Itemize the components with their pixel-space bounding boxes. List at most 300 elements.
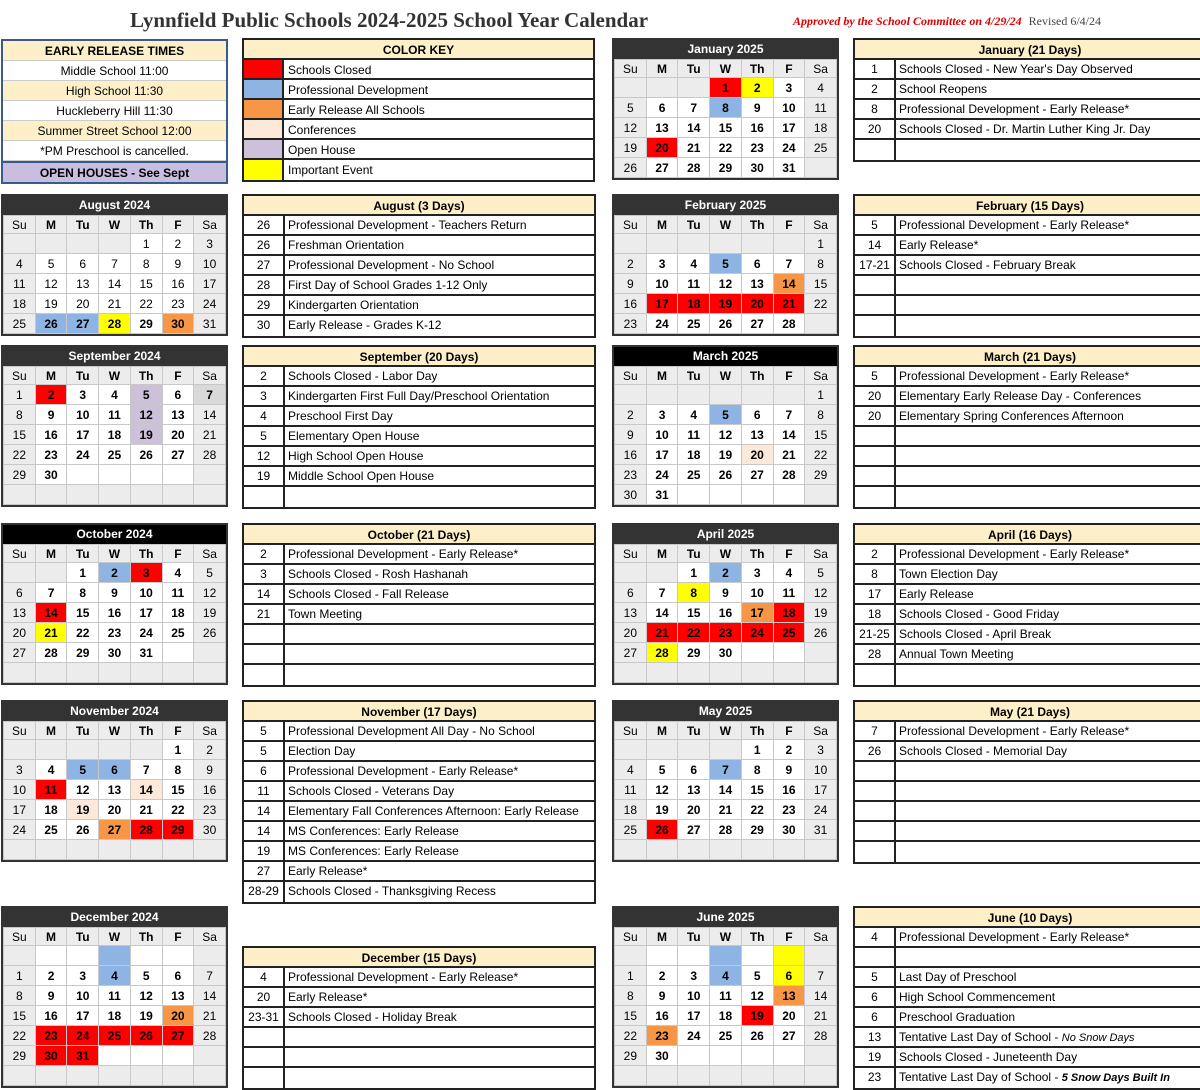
event-date <box>855 447 896 465</box>
event-date: 2 <box>244 367 285 385</box>
event-date <box>855 467 896 485</box>
day-cell: 2 <box>99 563 131 583</box>
day-cell: 10 <box>130 583 162 603</box>
day-cell: 28 <box>773 314 805 334</box>
day-cell: 19 <box>615 138 647 158</box>
events-aug <box>242 194 596 338</box>
day-cell: 18 <box>615 800 647 820</box>
weekday-label: Sa <box>194 722 226 740</box>
event-description: Early Release <box>899 587 974 601</box>
event-description <box>285 487 288 507</box>
event-row <box>855 296 1200 316</box>
weekday-label: Su <box>4 928 36 946</box>
day-cell: 29 <box>741 820 773 840</box>
event-description: High School Commencement <box>899 990 1056 1004</box>
empty-day-cell <box>741 643 773 663</box>
event-date: 29 <box>244 296 285 314</box>
weekday-label: Su <box>4 367 36 385</box>
empty-day-cell <box>194 1066 226 1086</box>
weekday-label: Tu <box>67 722 99 740</box>
event-description <box>896 296 899 314</box>
day-cell: 2 <box>615 254 647 274</box>
weekday-label: F <box>162 545 194 563</box>
event-date: 19 <box>244 467 285 485</box>
day-cell: 15 <box>4 1006 36 1026</box>
day-cell: 25 <box>35 820 67 840</box>
empty-day-cell <box>615 1066 647 1086</box>
day-cell: 5 <box>646 760 678 780</box>
event-description: Elementary Early Release Day - Conferences <box>899 389 1142 403</box>
event-description <box>285 1048 288 1066</box>
empty-day-cell <box>741 234 773 254</box>
weekday-label: Tu <box>67 928 99 946</box>
empty-day-cell <box>615 663 647 683</box>
event-date <box>244 487 285 507</box>
empty-day-cell <box>773 840 805 860</box>
event-row <box>855 968 1200 988</box>
event-date <box>855 140 896 160</box>
day-cell: 28 <box>646 643 678 663</box>
empty-day-cell <box>646 78 678 98</box>
day-cell: 15 <box>130 274 162 294</box>
event-date: 3 <box>244 387 285 405</box>
event-description: Schools Closed - Juneteenth Day <box>899 1050 1078 1064</box>
day-cell: 4 <box>678 254 710 274</box>
day-cell: 21 <box>130 800 162 820</box>
empty-day-cell <box>130 1066 162 1086</box>
event-date: 8 <box>855 565 896 583</box>
day-cell: 11 <box>99 986 131 1006</box>
day-cell: 8 <box>805 254 837 274</box>
event-description <box>896 842 899 862</box>
empty-day-cell <box>646 385 678 405</box>
day-cell: 18 <box>678 445 710 465</box>
event-date: 23-31 <box>244 1008 285 1026</box>
event-description: Professional Development - Early Release* <box>288 764 519 778</box>
day-cell: 8 <box>710 98 742 118</box>
empty-day-cell <box>99 740 131 760</box>
event-date: 20 <box>855 407 896 425</box>
day-cell: 16 <box>99 603 131 623</box>
event-row <box>855 256 1200 276</box>
day-cell: 12 <box>130 405 162 425</box>
day-cell: 21 <box>99 294 131 314</box>
event-row <box>244 822 594 842</box>
day-cell: 9 <box>194 760 226 780</box>
day-cell: 8 <box>615 986 647 1006</box>
day-cell: 31 <box>805 820 837 840</box>
day-cell: 10 <box>678 986 710 1006</box>
event-description: Schools Closed - Dr. Martin Luther King Jr. Day <box>899 122 1151 136</box>
day-cell: 1 <box>130 234 162 254</box>
day-cell: 28 <box>678 158 710 178</box>
day-cell: 15 <box>615 1006 647 1026</box>
weekday-label: Sa <box>805 545 837 563</box>
events-jun <box>853 906 1200 1090</box>
event-date: 7 <box>855 722 896 740</box>
event-description: Elementary Open House <box>288 429 420 443</box>
event-row <box>855 585 1200 605</box>
event-description: Schools Closed - Good Friday <box>899 607 1060 621</box>
day-cell: 26 <box>35 314 67 334</box>
event-date: 14 <box>244 802 285 820</box>
weekday-label: F <box>773 216 805 234</box>
day-cell: 22 <box>741 800 773 820</box>
events-title: February (15 Days) <box>855 196 1200 216</box>
day-cell: 22 <box>4 445 36 465</box>
day-cell: 15 <box>741 780 773 800</box>
event-row <box>244 236 594 256</box>
empty-day-cell <box>162 946 194 966</box>
day-cell: 8 <box>162 760 194 780</box>
empty-day-cell <box>678 485 710 505</box>
day-cell: 17 <box>646 445 678 465</box>
weekday-label: Sa <box>194 367 226 385</box>
empty-day-cell <box>194 840 226 860</box>
day-cell: 5 <box>130 966 162 986</box>
day-cell: 27 <box>67 314 99 334</box>
empty-day-cell <box>615 840 647 860</box>
weekday-label: Sa <box>805 722 837 740</box>
event-note: 5 Snow Days Built In <box>1061 1072 1170 1084</box>
weekday-label: Th <box>741 367 773 385</box>
event-date <box>855 762 896 780</box>
day-cell: 30 <box>710 643 742 663</box>
events-jan <box>853 38 1200 162</box>
day-cell: 15 <box>4 425 36 445</box>
event-row <box>855 645 1200 665</box>
day-cell: 11 <box>805 98 837 118</box>
weekday-label: W <box>99 216 131 234</box>
day-cell: 13 <box>615 603 647 623</box>
empty-day-cell <box>646 946 678 966</box>
weekday-label: W <box>710 928 742 946</box>
event-row <box>855 316 1200 336</box>
day-cell: 1 <box>805 234 837 254</box>
events-title: December (15 Days) <box>244 948 594 968</box>
day-cell: 14 <box>710 780 742 800</box>
day-cell: 25 <box>615 820 647 840</box>
event-description: Professional Development - Early Release* <box>899 930 1130 944</box>
event-description <box>285 645 288 663</box>
weekday-label: F <box>162 722 194 740</box>
day-cell: 3 <box>67 966 99 986</box>
day-cell: 27 <box>615 643 647 663</box>
event-description <box>285 1068 288 1088</box>
day-cell: 23 <box>35 445 67 465</box>
empty-day-cell <box>67 840 99 860</box>
day-cell: 2 <box>35 966 67 986</box>
event-description <box>896 487 899 507</box>
weekday-label: Su <box>615 367 647 385</box>
empty-day-cell <box>678 1046 710 1066</box>
event-description: MS Conferences: Early Release <box>288 824 459 838</box>
event-date <box>855 296 896 314</box>
events-apr <box>853 523 1200 687</box>
events-title: April (16 Days) <box>855 525 1200 545</box>
day-cell: 24 <box>773 138 805 158</box>
day-cell: 7 <box>99 254 131 274</box>
event-description <box>896 427 899 445</box>
event-date: 12 <box>244 447 285 465</box>
weekday-label: M <box>646 545 678 563</box>
event-date: 19 <box>244 842 285 860</box>
day-cell: 7 <box>805 966 837 986</box>
day-cell: 19 <box>741 1006 773 1026</box>
event-row <box>855 742 1200 762</box>
day-cell: 16 <box>646 1006 678 1026</box>
day-cell: 3 <box>646 254 678 274</box>
event-row <box>855 948 1200 968</box>
day-cell: 18 <box>99 425 131 445</box>
event-row <box>855 782 1200 802</box>
empty-day-cell <box>4 946 36 966</box>
weekday-label: W <box>99 367 131 385</box>
events-title: June (10 Days) <box>855 908 1200 928</box>
event-description: Annual Town Meeting <box>899 647 1014 661</box>
day-cell: 11 <box>615 780 647 800</box>
events-sep <box>242 345 596 509</box>
day-cell: 14 <box>194 405 226 425</box>
weekday-label: Th <box>130 722 162 740</box>
day-cell: 20 <box>162 1006 194 1026</box>
weekday-label: W <box>710 216 742 234</box>
empty-day-cell <box>805 1046 837 1066</box>
event-row <box>244 968 594 988</box>
event-date: 20 <box>244 988 285 1006</box>
event-date: 14 <box>244 822 285 840</box>
event-date: 4 <box>855 928 896 946</box>
event-row <box>244 665 594 685</box>
event-row <box>855 1028 1200 1048</box>
day-cell: 7 <box>773 405 805 425</box>
day-cell: 16 <box>162 274 194 294</box>
day-cell: 5 <box>805 563 837 583</box>
day-cell: 30 <box>35 1046 67 1066</box>
day-cell: 2 <box>615 405 647 425</box>
day-cell: 13 <box>773 986 805 1006</box>
empty-day-cell <box>162 1066 194 1086</box>
day-cell: 20 <box>678 800 710 820</box>
day-cell: 14 <box>678 118 710 138</box>
day-cell: 5 <box>710 405 742 425</box>
events-dec <box>242 946 596 1090</box>
day-cell: 28 <box>194 445 226 465</box>
empty-day-cell <box>130 663 162 683</box>
event-description <box>896 665 899 685</box>
empty-day-cell <box>646 740 678 760</box>
weekday-label: F <box>162 367 194 385</box>
event-date <box>855 427 896 445</box>
day-cell: 29 <box>4 1046 36 1066</box>
day-cell: 13 <box>67 274 99 294</box>
event-row <box>855 842 1200 862</box>
empty-day-cell <box>162 840 194 860</box>
day-cell: 22 <box>67 623 99 643</box>
events-title: May (21 Days) <box>855 702 1200 722</box>
event-row <box>244 742 594 762</box>
day-cell: 20 <box>773 1006 805 1026</box>
day-cell: 4 <box>35 760 67 780</box>
day-cell: 19 <box>710 294 742 314</box>
empty-day-cell <box>99 1066 131 1086</box>
calendar-apr <box>612 523 839 685</box>
day-cell: 20 <box>615 623 647 643</box>
event-row <box>244 447 594 467</box>
empty-day-cell <box>35 946 67 966</box>
day-cell: 30 <box>646 1046 678 1066</box>
event-row <box>244 988 594 1008</box>
day-cell: 17 <box>194 274 226 294</box>
day-cell: 14 <box>194 986 226 1006</box>
empty-day-cell <box>678 385 710 405</box>
events-may <box>853 700 1200 864</box>
day-cell: 10 <box>194 254 226 274</box>
weekday-label: M <box>646 928 678 946</box>
day-cell: 12 <box>67 780 99 800</box>
day-cell: 25 <box>805 138 837 158</box>
day-cell: 26 <box>710 314 742 334</box>
empty-day-cell <box>710 1066 742 1086</box>
day-cell: 20 <box>646 138 678 158</box>
day-cell: 31 <box>646 485 678 505</box>
day-cell: 22 <box>615 1026 647 1046</box>
event-description <box>896 762 899 780</box>
event-date: 28-29 <box>244 882 285 902</box>
day-cell: 7 <box>35 583 67 603</box>
day-cell: 5 <box>194 563 226 583</box>
day-cell: 17 <box>130 603 162 623</box>
empty-day-cell <box>678 1066 710 1086</box>
empty-day-cell <box>99 485 131 505</box>
empty-day-cell <box>710 234 742 254</box>
day-cell: 17 <box>773 118 805 138</box>
day-cell: 5 <box>130 385 162 405</box>
day-cell: 16 <box>35 1006 67 1026</box>
event-date: 21 <box>244 605 285 623</box>
event-date: 6 <box>855 1008 896 1026</box>
day-cell: 27 <box>741 465 773 485</box>
empty-day-cell <box>67 740 99 760</box>
empty-day-cell <box>130 485 162 505</box>
event-row <box>244 645 594 665</box>
day-cell: 13 <box>678 780 710 800</box>
day-cell: 25 <box>99 445 131 465</box>
empty-day-cell <box>741 1066 773 1086</box>
event-row <box>244 387 594 407</box>
day-cell: 29 <box>67 643 99 663</box>
events-title: October (21 Days) <box>244 525 594 545</box>
event-date: 6 <box>244 762 285 780</box>
empty-day-cell <box>741 946 773 966</box>
event-row <box>244 276 594 296</box>
weekday-label: Su <box>4 216 36 234</box>
event-description: Election Day <box>288 744 356 758</box>
day-cell: 18 <box>678 294 710 314</box>
day-cell: 16 <box>710 603 742 623</box>
event-date: 19 <box>855 1048 896 1066</box>
event-date: 26 <box>244 236 285 254</box>
day-cell: 22 <box>678 623 710 643</box>
color-key <box>242 38 595 182</box>
event-row <box>855 1048 1200 1068</box>
approved-text: Approved by the School Committee on 4/29/24 <box>793 14 1022 28</box>
empty-day-cell <box>773 385 805 405</box>
event-date: 4 <box>244 407 285 425</box>
event-date <box>855 802 896 820</box>
day-cell: 27 <box>773 1026 805 1046</box>
event-description: First Day of School Grades 1-12 Only <box>288 278 488 292</box>
day-cell: 15 <box>162 780 194 800</box>
event-row <box>244 1048 594 1068</box>
day-cell: 14 <box>805 986 837 1006</box>
day-cell: 9 <box>773 760 805 780</box>
weekday-label: M <box>35 722 67 740</box>
day-cell: 30 <box>773 820 805 840</box>
weekday-label: Tu <box>678 722 710 740</box>
month-title: October 2024 <box>3 525 226 544</box>
day-cell: 19 <box>710 445 742 465</box>
empty-day-cell <box>615 563 647 583</box>
day-cell: 19 <box>805 603 837 623</box>
event-description <box>896 447 899 465</box>
weekday-label: W <box>99 545 131 563</box>
day-cell: 27 <box>646 158 678 178</box>
weekday-label: F <box>773 722 805 740</box>
weekday-label: M <box>35 367 67 385</box>
day-cell: 26 <box>615 158 647 178</box>
empty-day-cell <box>99 234 131 254</box>
empty-day-cell <box>35 840 67 860</box>
event-row <box>244 762 594 782</box>
day-cell: 15 <box>805 274 837 294</box>
event-row <box>244 487 594 507</box>
day-cell: 15 <box>67 603 99 623</box>
weekday-label: Sa <box>194 216 226 234</box>
day-cell: 1 <box>805 385 837 405</box>
day-cell: 24 <box>741 623 773 643</box>
day-cell: 13 <box>646 118 678 138</box>
day-cell: 17 <box>805 780 837 800</box>
event-date <box>244 1028 285 1046</box>
day-cell: 11 <box>773 583 805 603</box>
event-date <box>244 665 285 685</box>
event-date: 26 <box>855 742 896 760</box>
event-row <box>244 316 594 336</box>
day-cell: 11 <box>35 780 67 800</box>
day-cell: 27 <box>162 445 194 465</box>
day-cell: 15 <box>710 118 742 138</box>
event-description: Schools Closed - Thanksgiving Recess <box>288 884 496 898</box>
color-swatch <box>244 120 284 138</box>
day-cell: 21 <box>678 138 710 158</box>
color-key-label: Professional Development <box>288 83 429 97</box>
empty-day-cell <box>4 563 36 583</box>
weekday-label: Sa <box>805 367 837 385</box>
day-cell: 29 <box>130 314 162 334</box>
event-row <box>244 605 594 625</box>
day-cell: 6 <box>99 760 131 780</box>
event-row <box>244 545 594 565</box>
event-row <box>855 762 1200 782</box>
day-cell: 26 <box>130 1026 162 1046</box>
empty-day-cell <box>67 946 99 966</box>
event-description <box>285 1028 288 1046</box>
event-row <box>855 120 1200 140</box>
weekday-label: Th <box>130 216 162 234</box>
weekday-label: Tu <box>678 545 710 563</box>
day-cell: 8 <box>4 405 36 425</box>
